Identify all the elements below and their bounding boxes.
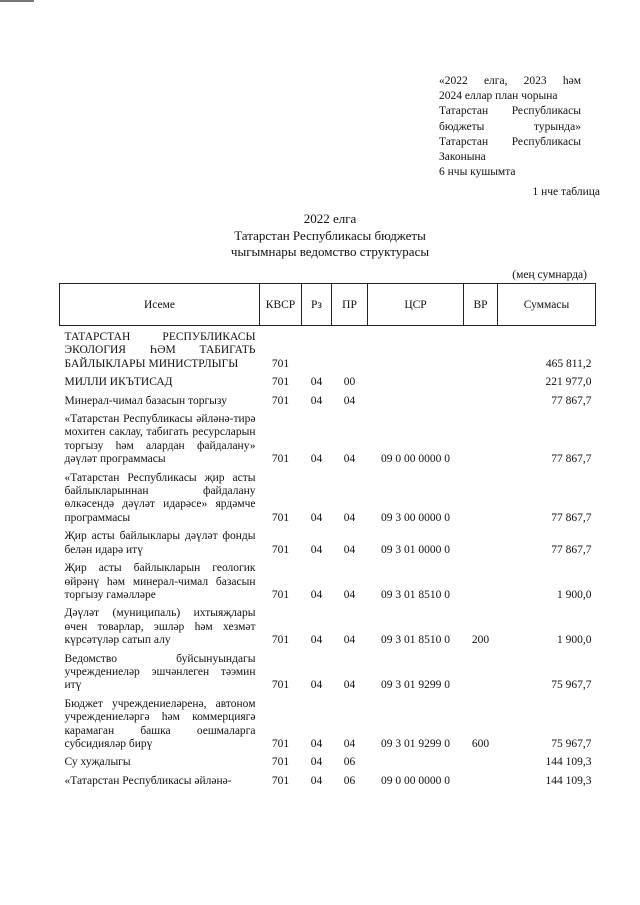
appendix-line-5: Татарстан Республикасы [439,135,581,148]
document-title [150,211,510,261]
table-row: «Татарстан Республикасы әйләнә- 701 04 06 09 0 00 0000 0 144 109,3 [64,774,592,787]
budget-table [59,283,596,793]
title-line-3: чыгымнары ведомство структурасы [230,244,430,259]
col-name: Исеме [60,284,260,326]
table-row: Ведомство буйсынуындагы учреждениеләр эшчәнлеген тәэмин итү 701 04 04 09 3 01 9299 0 75 967,7 [64,652,592,692]
units-note: (мең сумнарда) [512,269,587,281]
appendix-line-2: 2024 еллар план чорына [439,90,558,103]
appendix-line-3: Татарстан Республикасы [439,105,581,118]
col-pr: ПР [332,284,368,326]
col-rz: Рз [302,284,332,326]
table-row [60,788,596,793]
table-row: ТАТАРСТАН РЕСПУБЛИКАСЫ ЭКОЛОГИЯ ҺӘМ ТАБИГАТЬ БАЙЛЫКЛАРЫ МИНИСТРЛЫГЫ 701 465 811,2 [64,331,592,370]
appendix-line-7: 6 нчы кушымта [439,166,516,179]
table-number: 1 нче таблица [532,186,600,198]
table-row: «Татарстан Республикасы җир асты байлыкларыннан файдалану өлкәсендә дәүләт идарәсе» ярдәмче программасы 701 04 04 09 3 00 0000 0 77 867,7 [64,471,592,524]
table-row: Җир асты байлыклары дәүләт фонды белән идарә итү 701 04 04 09 3 01 0000 0 77 867,7 [64,530,592,556]
title-line-2: Татарстан Республикасы бюджеты [234,227,426,243]
table-row: МИЛЛИ ИКЪТИСАД 701 04 00 221 977,0 [64,376,592,389]
table-row: Су хуҗалыгы 701 04 06 144 109,3 [64,756,592,769]
table-row: Бюджет учреждениеләренә, автоном учреждениеләргә һәм коммерциягә карамаган башка оешмаларга субсидияләр бирү 701 04 04 09 3 01 9299 0 600 75 967,7 [64,697,592,750]
appendix-line-1: «2022 елга, 2023 һәм [439,75,581,87]
col-sum: Суммасы [498,284,596,326]
table-row: «Татарстан Республикасы әйләнә-тирә мохитен саклау, табигать ресурсларын торгызу һәм алардан файдалану» дәүләт программасы 701 04 04 09 0 00 0000 0 77 867,7 [64,413,592,466]
appendix-line-4: бюджеты турында» [439,120,581,133]
table-header-row [60,284,596,326]
title-line-1: 2022 елга [303,211,357,226]
table-row: Минерал-чимал базасын торгызу 701 04 04 77 867,7 [64,394,592,407]
col-csr: ЦСР [368,284,464,326]
appendix-line-6: Законына [439,151,486,164]
table-row: Җир асты байлыкларын геологик өйрәнү һәм минерал-чимал базасын торгызу гамәлләре 701 04 04 09 3 01 8510 0 1 900,0 [64,562,592,601]
table-row: Дәүләт (муниципаль) ихтыяҗлары өчен товарлар, эшләр һәм хезмәт күрсәтүләр сатып алу 701 04 04 09 3 01 8510 0 200 1 900,0 [64,607,592,647]
col-vr: ВР [464,284,498,326]
scan-mark [0,0,34,2]
col-kvsr: КВСР [260,284,302,326]
appendix-note [439,74,581,180]
